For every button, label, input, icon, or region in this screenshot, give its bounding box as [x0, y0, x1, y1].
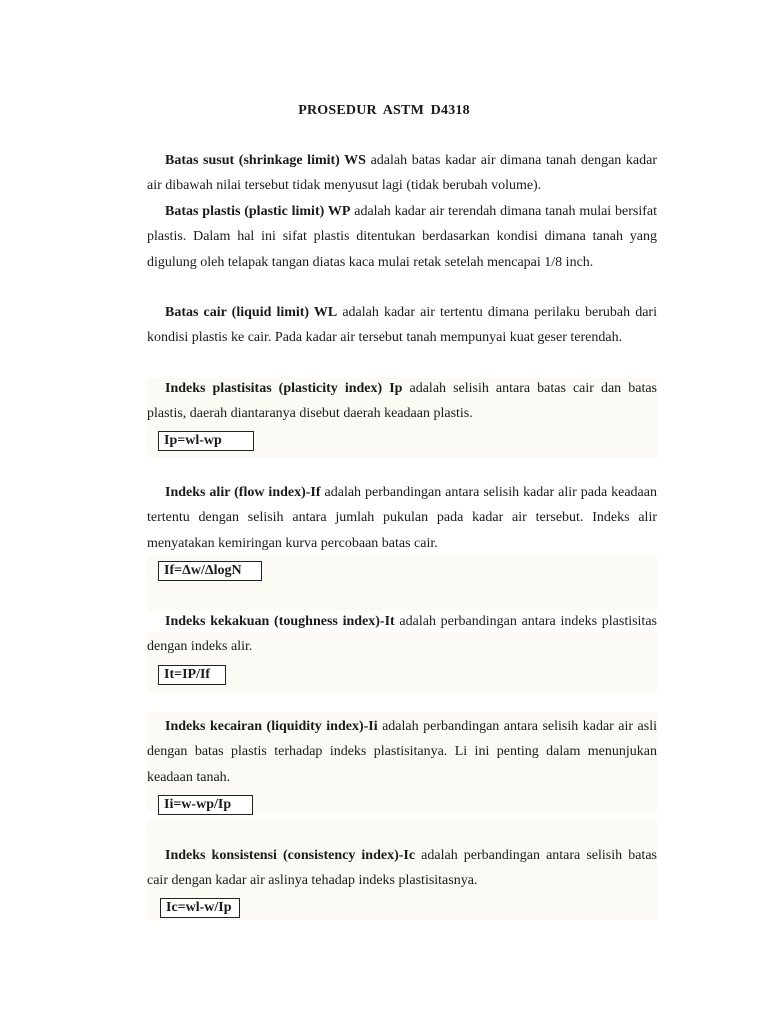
definition-flow-index: adalah perbandingan antara selisih kadar alir pada keadaan tertentu dengan selisih antara jumlah pukulan pada kadar air tersebut. Indeks alir menyatakan kemiringan kurva percobaan batas cair. — [147, 485, 657, 551]
term-shrinkage-limit: Batas susut (shrinkage limit) WS — [165, 153, 366, 168]
paragraph-plasticity-index — [147, 376, 657, 427]
term-consistency-index: Indeks konsistensi (consistency index)-Ic — [165, 848, 416, 863]
term-plastic-limit: Batas plastis (plastic limit) WP — [165, 204, 351, 219]
term-plasticity-index: Indeks plastisitas (plasticity index) Ip — [165, 381, 403, 396]
definition-shrinkage-limit: adalah batas kadar air dimana tanah dengan kadar air dibawah nilai tersebut tidak menyusut lagi (tidak berubah volume). — [147, 153, 657, 194]
formula-consistency-index: Ic=wl-w/Ip — [160, 898, 240, 918]
paragraph-plastic-limit — [147, 199, 657, 275]
paragraph-toughness-index — [147, 609, 657, 660]
paragraph-liquid-limit — [147, 300, 657, 351]
definition-liquid-limit: adalah kadar air tertentu dimana perilaku berubah dari kondisi plastis ke cair. Pada kadar air tersebut tanah mempunyai kuat geser terendah. — [147, 305, 657, 346]
paragraph-liquidity-index — [147, 714, 657, 790]
definition-plasticity-index: adalah selisih antara batas cair dan batas plastis, daerah diantaranya disebut daerah keadaan plastis. — [147, 381, 657, 422]
document-title: PROSEDUR ASTM D4318 — [298, 103, 470, 118]
paragraph-flow-index — [147, 480, 657, 556]
term-toughness-index: Indeks kekakuan (toughness index)-It — [165, 614, 395, 629]
paragraph-shrinkage-limit — [147, 148, 657, 199]
paragraph-consistency-index — [147, 843, 657, 894]
term-liquidity-index: Indeks kecairan (liquidity index)-Ii — [165, 719, 378, 734]
definition-toughness-index: adalah perbandingan antara indeks plastisitas dengan indeks alir. — [147, 614, 657, 655]
definition-consistency-index: adalah perbandingan antara selisih batas cair dengan kadar air aslinya tehadap indeks plastisitasnya. — [147, 848, 657, 889]
formula-liquidity-index: Ii=w-wp/Ip — [158, 795, 253, 815]
definition-liquidity-index: adalah perbandingan antara selisih kadar air asli dengan batas plastis terhadap indeks plastisitanya. Li ini penting dalam menunjukan keadaan tanah. — [147, 719, 657, 785]
term-flow-index: Indeks alir (flow index)-If — [165, 485, 321, 500]
formula-plasticity-index: Ip=wl-wp — [158, 431, 254, 451]
term-liquid-limit: Batas cair (liquid limit) WL — [165, 305, 338, 320]
definition-plastic-limit: adalah kadar air terendah dimana tanah mulai bersifat plastis. Dalam hal ini sifat plastis ditentukan berdasarkan kondisi dimana tanah yang digulung oleh telapak tangan diatas kaca mulai retak setelah mencapai 1/8 inch. — [147, 204, 658, 270]
formula-toughness-index: It=IP/If — [158, 665, 226, 685]
formula-flow-index: If=Δw/ΔlogN — [158, 561, 262, 581]
